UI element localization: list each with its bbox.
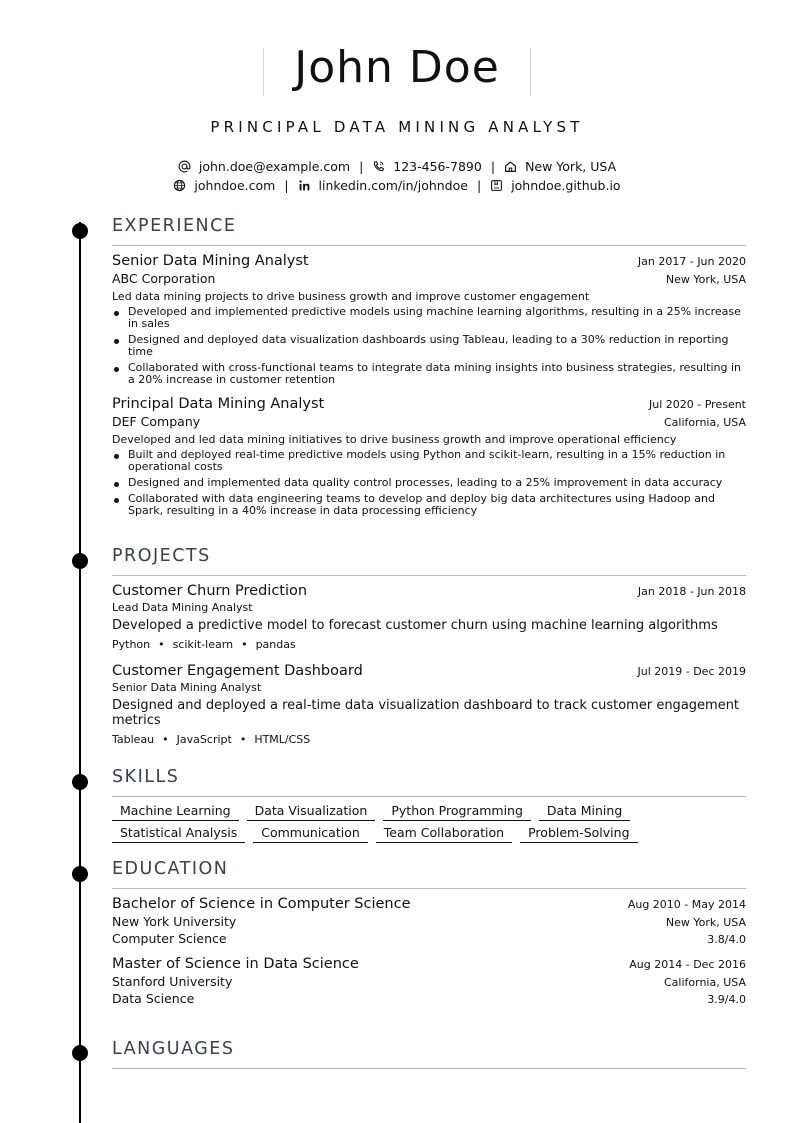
job-dates: Jan 2017 - Jun 2020 (637, 255, 746, 268)
education-section (112, 859, 746, 1006)
skill-tag: Data Visualization (247, 803, 376, 821)
section-title: EDUCATION (112, 859, 229, 879)
degree-title: Bachelor of Science in Computer Science (112, 896, 411, 912)
list-item: Designed and deployed data visualization dashboards using Tableau, leading to a 30% reduction in reporting time (112, 334, 746, 358)
home-icon (504, 160, 517, 173)
job-location: New York, USA (665, 273, 746, 286)
skills-section (112, 767, 746, 847)
field-of-study: Data Science (112, 991, 195, 1006)
field-of-study: Computer Science (112, 931, 227, 946)
contact-linkedin[interactable] (298, 178, 468, 193)
job-summary: Developed and led data mining initiatives to drive business growth and improve operational efficiency (112, 433, 677, 446)
education-dates: Aug 2010 - May 2014 (627, 898, 746, 911)
project-entry (112, 583, 746, 651)
section-title: SKILLS (112, 767, 180, 787)
school-name: Stanford University (112, 974, 233, 989)
skill-tag: Communication (253, 825, 368, 843)
project-description: Designed and deployed a real-time data visualization dashboard to track customer engagement metrics (112, 698, 740, 728)
timeline-line (79, 222, 81, 1123)
project-entry (112, 663, 746, 746)
timeline-dot-projects (72, 553, 88, 569)
github-icon (490, 179, 503, 192)
at-icon (178, 160, 191, 173)
project-title: Customer Engagement Dashboard (112, 663, 363, 679)
job-title: Senior Data Mining Analyst (112, 253, 309, 269)
tech-separator: • (239, 733, 247, 746)
skill-tag: Statistical Analysis (112, 825, 245, 843)
project-description: Developed a predictive model to forecast customer churn using machine learning algorithms (112, 618, 718, 633)
section-divider (112, 888, 746, 889)
tech-separator: • (158, 638, 165, 651)
education-dates: Aug 2014 - Dec 2016 (629, 958, 746, 971)
section-title: LANGUAGES (112, 1039, 235, 1059)
tech-item: pandas (255, 638, 296, 651)
skill-tag: Data Mining (539, 803, 630, 821)
company-name: DEF Company (112, 414, 201, 429)
project-tech-list (112, 733, 746, 746)
section-title: EXPERIENCE (112, 216, 237, 236)
school-name: New York University (112, 914, 237, 929)
candidate-role: PRINCIPAL DATA MINING ANALYST (210, 118, 584, 136)
contact-separator: | (490, 159, 496, 174)
tech-item: JavaScript (176, 733, 232, 746)
project-dates: Jan 2018 - Jun 2018 (637, 585, 746, 598)
section-divider (112, 796, 746, 797)
job-bullets (112, 449, 746, 517)
project-role: Lead Data Mining Analyst (112, 601, 253, 614)
phone-icon (372, 160, 385, 173)
skill-tag: Problem-Solving (520, 825, 637, 843)
contact-github[interactable] (490, 178, 620, 193)
contact-github-text: johndoe.github.io (511, 178, 621, 193)
skill-tag: Team Collaboration (376, 825, 512, 843)
contact-website[interactable] (173, 178, 275, 193)
languages-section (112, 1039, 746, 1069)
skills-list (112, 803, 746, 847)
timeline-dot-skills (72, 774, 88, 790)
projects-section (112, 546, 746, 746)
section-divider (112, 575, 746, 576)
experience-entry (112, 253, 746, 386)
tech-separator: • (162, 733, 169, 746)
gpa: 3.8/4.0 (707, 933, 746, 946)
experience-entry (112, 396, 746, 517)
list-item: Built and deployed real-time predictive models using Python and scikit-learn, resulting in a 15% reduction in operational costs (112, 449, 746, 473)
list-item: Collaborated with data engineering teams to develop and deploy big data architectures using Hadoop and Spark, resulting in a 40% increase in data processing efficiency (112, 493, 746, 517)
job-dates: Jul 2020 - Present (649, 398, 746, 411)
contact-email[interactable] (178, 159, 350, 174)
degree-title: Master of Science in Data Science (112, 956, 359, 972)
contact-location (504, 159, 616, 174)
list-item: Collaborated with cross-functional teams to integrate data mining insights into business strategies, resulting in a 20% increase in customer retention (112, 362, 746, 386)
contact-phone[interactable] (372, 159, 482, 174)
timeline-dot-experience (72, 223, 88, 239)
contact-email-text: john.doe@example.com (198, 159, 351, 174)
section-title: PROJECTS (112, 546, 211, 566)
contact-line-1 (0, 159, 794, 174)
list-item: Designed and implemented data quality control processes, leading to a 25% improvement in data accuracy (112, 477, 746, 489)
candidate-name: John Doe (294, 42, 500, 93)
contact-line-2 (0, 178, 794, 193)
job-bullets (112, 306, 746, 386)
company-name: ABC Corporation (112, 271, 216, 286)
job-summary: Led data mining projects to drive business growth and improve customer engagement (112, 290, 590, 303)
section-divider (112, 245, 746, 246)
project-role: Senior Data Mining Analyst (112, 681, 262, 694)
education-entry (112, 896, 746, 946)
globe-icon (173, 179, 186, 192)
tech-item: scikit-learn (172, 638, 234, 651)
project-dates: Jul 2019 - Dec 2019 (637, 665, 746, 678)
job-location: California, USA (664, 416, 746, 429)
contact-website-text: johndoe.com (194, 178, 276, 193)
experience-section (112, 216, 746, 521)
timeline-dot-languages (72, 1045, 88, 1061)
contact-separator: | (476, 178, 482, 193)
linkedin-icon (298, 179, 311, 192)
contact-linkedin-text: linkedin.com/in/johndoe (318, 178, 468, 193)
gpa: 3.9/4.0 (707, 993, 746, 1006)
skill-tag: Machine Learning (112, 803, 239, 821)
skill-tag: Python Programming (383, 803, 531, 821)
contact-location-text: New York, USA (525, 159, 617, 174)
tech-separator: • (241, 638, 248, 651)
section-divider (112, 1068, 746, 1069)
tech-item: HTML/CSS (254, 733, 311, 746)
school-location: California, USA (664, 976, 746, 989)
project-tech-list (112, 638, 746, 651)
list-item: Developed and implemented predictive models using machine learning algorithms, resulting in a 25% increase in sales (112, 306, 746, 330)
contact-phone-text: 123-456-7890 (393, 159, 482, 174)
tech-item: Python (112, 638, 151, 651)
contact-separator: | (284, 178, 289, 193)
job-title: Principal Data Mining Analyst (112, 396, 325, 412)
timeline-dot-education (72, 866, 88, 882)
education-entry (112, 956, 746, 1006)
tech-item: Tableau (112, 733, 155, 746)
school-location: New York, USA (665, 916, 746, 929)
project-title: Customer Churn Prediction (112, 583, 308, 599)
contact-separator: | (359, 159, 364, 174)
